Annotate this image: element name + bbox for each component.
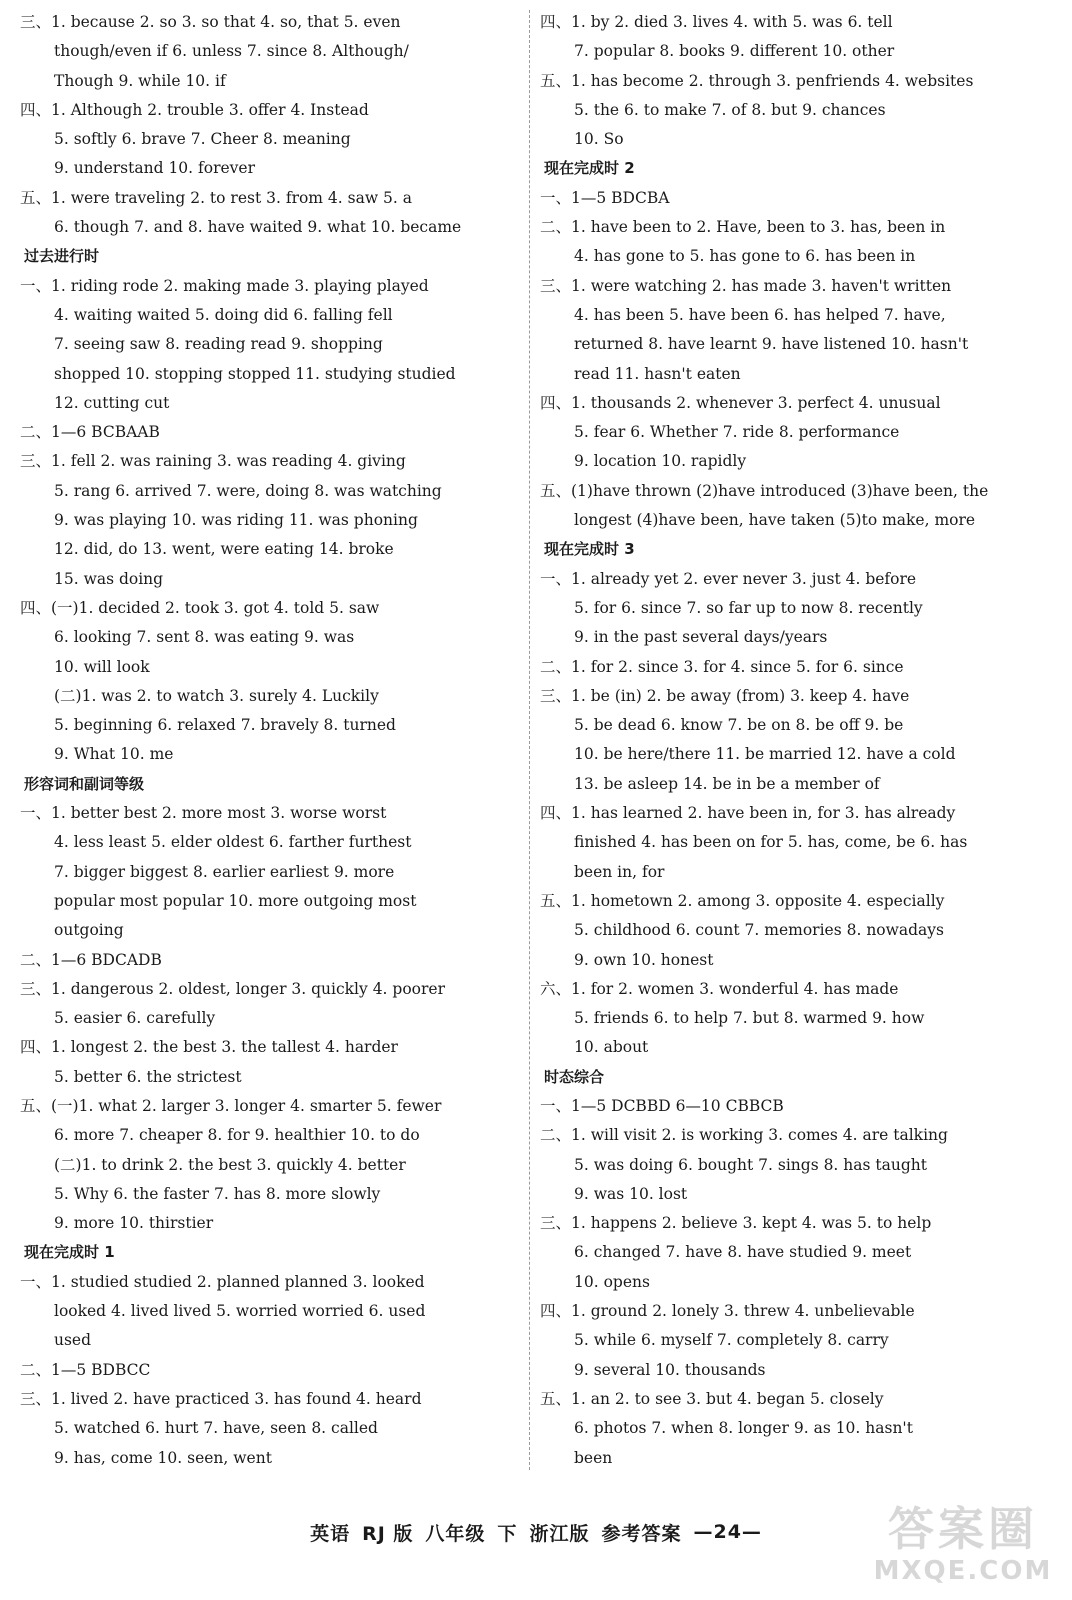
answer-line: 10. be here/there 11. be married 12. have a cold [574, 745, 956, 764]
answer-line: 5. while 6. myself 7. completely 8. carry [574, 1331, 889, 1350]
answer-line: 5. be dead 6. know 7. be on 8. be off 9. be [574, 716, 904, 735]
answer-line: 三、1. be (in) 2. be away (from) 3. keep 4. have [540, 686, 910, 705]
answer-line: Though 9. while 10. if [54, 71, 226, 90]
answer-line: outgoing [54, 921, 124, 940]
answer-line: 6. looking 7. sent 8. was eating 9. was [54, 628, 355, 647]
section-title: 过去进行时 [24, 247, 100, 266]
answer-line: 二、1—6 BDCADB [20, 950, 162, 969]
answer-line: 9. What 10. me [54, 745, 174, 764]
answer-line: though/even if 6. unless 7. since 8. Although/ [54, 42, 409, 61]
answer-line: 6. though 7. and 8. have waited 9. what 10. became [54, 218, 462, 237]
answer-line: popular most popular 10. more outgoing most [54, 891, 417, 910]
answer-line: 二、1. will visit 2. is working 3. comes 4. are talking [540, 1126, 948, 1145]
footer-grade: 八年级 [425, 1522, 486, 1545]
section-title: 现在完成时 1 [24, 1243, 115, 1262]
answer-line: 五、1. an 2. to see 3. but 4. began 5. closely [540, 1389, 884, 1408]
answer-line: 12. did, do 13. went, were eating 14. broke [54, 540, 394, 559]
watermark-bottom: MXQE.COM [873, 1556, 1053, 1586]
footer-edition: RJ 版 [362, 1522, 414, 1545]
footer-label: 参考答案 [601, 1522, 682, 1545]
answer-line: 二、1. have been to 2. Have, been to 3. has, been in [540, 218, 946, 237]
answer-line: 一、1. riding rode 2. making made 3. playing played [20, 276, 429, 295]
answer-line: 四、1. thousands 2. whenever 3. perfect 4. unusual [540, 393, 941, 412]
answer-line: used [54, 1331, 92, 1350]
section-title: 形容词和副词等级 [24, 774, 145, 793]
answer-line: returned 8. have learnt 9. have listened 10. hasn't [574, 335, 969, 354]
answer-line: 5. Why 6. the faster 7. has 8. more slowly [54, 1184, 381, 1203]
answer-line: 6. changed 7. have 8. have studied 9. meet [574, 1243, 912, 1262]
answer-line: read 11. hasn't eaten [574, 364, 741, 383]
answer-line: 7. popular 8. books 9. different 10. other [574, 42, 895, 61]
answer-line: 五、1. has become 2. through 3. penfriends 4. websites [540, 71, 974, 90]
answer-line: 5. the 6. to make 7. of 8. but 9. chances [574, 100, 886, 119]
answer-line: 5. watched 6. hurt 7. have, seen 8. called [54, 1419, 378, 1438]
answer-line: 6. more 7. cheaper 8. for 9. healthier 10. to do [54, 1126, 420, 1145]
footer-subject: 英语 [310, 1522, 351, 1545]
answer-line: 9. was 10. lost [574, 1184, 688, 1203]
answer-line: 三、1. lived 2. have practiced 3. has found 4. heard [20, 1389, 422, 1408]
answer-line: 四、1. has learned 2. have been in, for 3. has already [540, 804, 956, 823]
answer-line: 四、1. by 2. died 3. lives 4. with 5. was 6. tell [540, 13, 893, 31]
answer-line: 五、1. hometown 2. among 3. opposite 4. especially [540, 891, 945, 910]
answer-line: 5. easier 6. carefully [54, 1009, 216, 1028]
answer-line: looked 4. lived lived 5. worried worried 6. used [54, 1302, 426, 1321]
answer-line: 四、1. longest 2. the best 3. the tallest 4. harder [20, 1038, 398, 1057]
answer-line: 四、1. ground 2. lonely 3. threw 4. unbelievable [540, 1302, 915, 1321]
answer-line: 4. has gone to 5. has gone to 6. has been in [574, 247, 916, 266]
column-divider [529, 10, 530, 1470]
section-title: 时态综合 [544, 1067, 605, 1086]
answer-line: 二、1—6 BCBAAB [20, 423, 160, 442]
answer-line: 9. several 10. thousands [574, 1360, 766, 1379]
answer-line: 5. for 6. since 7. so far up to now 8. recently [574, 598, 923, 617]
answer-line: 一、1. studied studied 2. planned planned 3. looked [20, 1272, 425, 1291]
answer-line: 4. has been 5. have been 6. has helped 7. have, [574, 305, 946, 324]
footer-region: 浙江版 [529, 1522, 590, 1545]
answer-line: 5. beginning 6. relaxed 7. bravely 8. turned [54, 716, 396, 735]
answer-line: 4. waiting waited 5. doing did 6. falling fell [54, 305, 393, 324]
answer-line: 6. photos 7. when 8. longer 9. as 10. hasn't [574, 1419, 913, 1438]
footer-volume: 下 [497, 1522, 518, 1545]
answer-line: 5. softly 6. brave 7. Cheer 8. meaning [54, 130, 351, 149]
section-title: 现在完成时 3 [544, 540, 635, 559]
answer-line: 4. less least 5. elder oldest 6. farther furthest [54, 833, 412, 852]
answer-line: longest (4)have been, have taken (5)to make, more [574, 511, 976, 530]
answer-line: 5. fear 6. Whether 7. ride 8. performance [574, 423, 900, 442]
answer-line: 三、1. because 2. so 3. so that 4. so, that 5. even [20, 13, 401, 31]
answer-line: 9. has, come 10. seen, went [54, 1448, 272, 1467]
answer-line: 10. So [574, 130, 624, 149]
answer-line: been in, for [574, 862, 665, 881]
answer-line: 10. opens [574, 1272, 650, 1291]
answer-line: 10. about [574, 1038, 649, 1057]
right-column [540, 8, 1060, 1473]
answer-line: 一、1—5 DCBBD 6—10 CBBCB [540, 1096, 784, 1115]
answer-line: 五、(1)have thrown (2)have introduced (3)have been, the [540, 481, 989, 500]
answer-line: 一、1—5 BDCBA [540, 188, 670, 207]
answer-line: 13. be asleep 14. be in be a member of [574, 774, 880, 793]
answer-line: been [574, 1448, 613, 1467]
answer-line: 9. understand 10. forever [54, 159, 256, 178]
answer-line: 四、(一)1. decided 2. took 3. got 4. told 5. saw [20, 598, 380, 617]
answer-line: 5. was doing 6. bought 7. sings 8. has taught [574, 1155, 927, 1174]
answer-line: shopped 10. stopping stopped 11. studying studied [54, 364, 456, 383]
page-number: —24— [693, 1521, 762, 1543]
answer-line: (二)1. was 2. to watch 3. surely 4. Luckily [54, 686, 379, 705]
answer-line: 9. more 10. thirstier [54, 1214, 214, 1233]
left-column [20, 8, 520, 1473]
answer-line: 7. bigger biggest 8. earlier earliest 9. more [54, 862, 395, 881]
answer-line: 五、1. were traveling 2. to rest 3. from 4. saw 5. a [20, 188, 412, 207]
answer-line: 三、1. happens 2. believe 3. kept 4. was 5. to help [540, 1214, 932, 1233]
answer-line: 三、1. dangerous 2. oldest, longer 3. quickly 4. poorer [20, 979, 445, 998]
section-title: 现在完成时 2 [544, 159, 635, 178]
answer-line: 三、1. fell 2. was raining 3. was reading 4. giving [20, 452, 406, 471]
answer-line: 5. better 6. the strictest [54, 1067, 242, 1086]
answer-line: (二)1. to drink 2. the best 3. quickly 4. better [54, 1155, 406, 1174]
answer-line: 六、1. for 2. women 3. wonderful 4. has made [540, 979, 899, 998]
answer-line: 9. was playing 10. was riding 11. was phoning [54, 511, 418, 530]
answer-line: 12. cutting cut [54, 393, 170, 412]
answer-line: 5. childhood 6. count 7. memories 8. nowadays [574, 921, 945, 940]
answer-line: 7. seeing saw 8. reading read 9. shopping [54, 335, 383, 354]
answer-line: 五、(一)1. what 2. larger 3. longer 4. smarter 5. fewer [20, 1096, 442, 1115]
answer-line: 9. own 10. honest [574, 950, 714, 969]
answer-line: 二、1—5 BDBCC [20, 1360, 151, 1379]
answer-line: 三、1. were watching 2. has made 3. haven't written [540, 276, 952, 295]
answer-line: 四、1. Although 2. trouble 3. offer 4. Instead [20, 100, 369, 119]
answer-line: finished 4. has been on for 5. has, come, be 6. has [574, 833, 968, 852]
answer-line: 9. in the past several days/years [574, 628, 828, 647]
watermark-top: 答案圈 [888, 1502, 1038, 1556]
answer-line: 一、1. already yet 2. ever never 3. just 4. before [540, 569, 917, 588]
answer-line: 5. rang 6. arrived 7. were, doing 8. was watching [54, 481, 442, 500]
answer-line: 10. will look [54, 657, 150, 676]
answer-line: 9. location 10. rapidly [574, 452, 747, 471]
answer-line: 一、1. better best 2. more most 3. worse worst [20, 804, 387, 823]
watermark-logo [868, 1502, 1058, 1594]
answer-line: 5. friends 6. to help 7. but 8. warmed 9. how [574, 1009, 925, 1028]
answer-line: 15. was doing [54, 569, 164, 588]
answer-line: 二、1. for 2. since 3. for 4. since 5. for 6. since [540, 657, 904, 676]
